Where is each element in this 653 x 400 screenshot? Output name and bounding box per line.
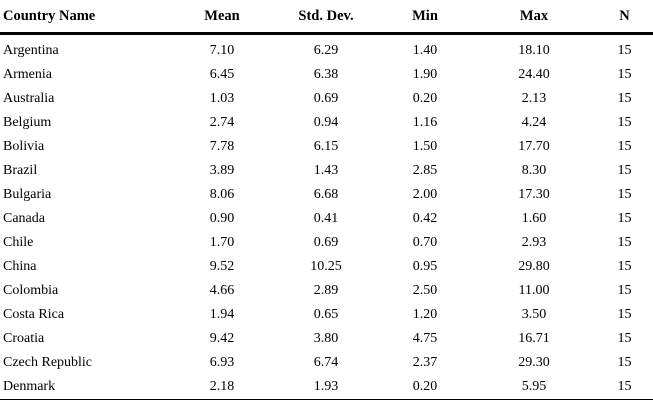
cell-country-name: Australia	[3, 91, 55, 106]
cell-max: 11.00	[518, 283, 550, 298]
table-row	[0, 207, 653, 231]
table-row	[0, 135, 653, 159]
cell-max: 24.40	[518, 67, 550, 82]
cell-max: 18.10	[518, 43, 550, 58]
cell-max: 2.13	[521, 91, 547, 106]
cell-min: 0.95	[412, 259, 438, 274]
cell-max: 5.95	[472, 375, 596, 400]
cell-min: 0.70	[412, 235, 438, 250]
cell-min: 0.20	[378, 375, 472, 400]
cell-country-name: Argentina	[3, 43, 59, 58]
cell-n: 15	[617, 115, 632, 130]
cell-country-name: Canada	[3, 211, 45, 226]
cell-max: 1.60	[521, 211, 547, 226]
cell-min: 0.20	[412, 91, 438, 106]
table-row	[0, 279, 653, 303]
cell-mean: 2.74	[209, 115, 235, 130]
cell-min: 1.20	[412, 307, 438, 322]
cell-std-dev: 6.68	[313, 187, 339, 202]
cell-mean: 3.89	[209, 163, 235, 178]
cell-min: 1.50	[412, 139, 438, 154]
cell-min: 4.75	[412, 331, 438, 346]
cell-mean: 8.06	[209, 187, 235, 202]
cell-std-dev: 0.41	[313, 211, 339, 226]
cell-max: 29.80	[518, 259, 550, 274]
table-row	[0, 327, 653, 351]
header-row	[0, 0, 653, 34]
cell-mean: 7.10	[209, 43, 235, 58]
header-country-name: Country Name	[0, 0, 170, 34]
cell-min: 2.00	[412, 187, 438, 202]
header-max: Max	[472, 0, 596, 34]
cell-std-dev: 6.74	[313, 355, 339, 370]
cell-std-dev: 0.65	[313, 307, 339, 322]
cell-std-dev: 0.69	[313, 91, 339, 106]
cell-mean: 0.90	[209, 211, 235, 226]
cell-n: 15	[617, 259, 632, 274]
cell-std-dev: 2.89	[313, 283, 339, 298]
cell-n: 15	[617, 67, 632, 82]
cell-n: 15	[617, 283, 632, 298]
cell-mean: 6.93	[209, 355, 235, 370]
cell-n: 15	[617, 163, 632, 178]
table-row	[0, 111, 653, 135]
table-row	[0, 159, 653, 183]
cell-n: 15	[596, 375, 653, 400]
cell-min: 1.90	[412, 67, 438, 82]
cell-std-dev: 3.80	[313, 331, 339, 346]
cell-min: 2.37	[412, 355, 438, 370]
cell-max: 4.24	[521, 115, 547, 130]
cell-mean: 6.45	[209, 67, 235, 82]
cell-std-dev: 6.38	[313, 67, 339, 82]
cell-n: 15	[617, 211, 632, 226]
cell-mean: 2.18	[170, 375, 274, 400]
cell-country-name: Armenia	[3, 67, 52, 82]
cell-mean: 9.42	[209, 331, 235, 346]
table-row	[0, 34, 653, 64]
cell-n: 15	[617, 307, 632, 322]
cell-country-name: Bolivia	[3, 139, 45, 154]
cell-mean: 9.52	[209, 259, 235, 274]
table-row	[0, 183, 653, 207]
cell-max: 2.93	[521, 235, 547, 250]
cell-mean: 1.94	[209, 307, 235, 322]
cell-n: 15	[617, 355, 632, 370]
cell-n: 15	[617, 331, 632, 346]
cell-std-dev: 6.15	[313, 139, 339, 154]
cell-max: 29.30	[518, 355, 550, 370]
cell-min: 1.16	[412, 115, 438, 130]
header-mean: Mean	[170, 0, 274, 34]
cell-max: 17.70	[518, 139, 550, 154]
cell-std-dev: 10.25	[310, 259, 342, 274]
cell-country-name: Chile	[3, 235, 34, 250]
cell-min: 2.50	[412, 283, 438, 298]
header-std-dev: Std. Dev.	[274, 0, 378, 34]
cell-max: 16.71	[518, 331, 550, 346]
cell-min: 2.85	[412, 163, 438, 178]
cell-country-name: Belgium	[3, 115, 52, 130]
cell-mean: 1.03	[209, 91, 235, 106]
cell-n: 15	[617, 91, 632, 106]
cell-country-name: China	[3, 259, 37, 274]
cell-country-name: Costa Rica	[3, 307, 65, 322]
table-row	[0, 255, 653, 279]
cell-n: 15	[617, 43, 632, 58]
table-row	[0, 375, 653, 400]
cell-min: 0.42	[412, 211, 438, 226]
cell-n: 15	[617, 187, 632, 202]
cell-mean: 4.66	[209, 283, 235, 298]
cell-country-name: Bulgaria	[3, 187, 52, 202]
table-row	[0, 303, 653, 327]
cell-std-dev: 0.69	[313, 235, 339, 250]
cell-std-dev: 0.94	[313, 115, 339, 130]
cell-min: 1.40	[412, 43, 438, 58]
table-row	[0, 87, 653, 111]
table-row	[0, 63, 653, 87]
table-body	[0, 34, 653, 400]
header-min: Min	[378, 0, 472, 34]
cell-mean: 1.70	[209, 235, 235, 250]
cell-country-name: Croatia	[3, 331, 45, 346]
cell-mean: 7.78	[209, 139, 235, 154]
cell-max: 3.50	[521, 307, 547, 322]
cell-n: 15	[617, 139, 632, 154]
cell-max: 17.30	[518, 187, 550, 202]
cell-n: 15	[617, 235, 632, 250]
cell-country-name: Brazil	[3, 163, 38, 178]
cell-max: 8.30	[521, 163, 547, 178]
cell-country-name: Colombia	[3, 283, 59, 298]
cell-country-name: Czech Republic	[3, 355, 93, 370]
cell-std-dev: 6.29	[313, 43, 339, 58]
table-row	[0, 231, 653, 255]
table-row	[0, 351, 653, 375]
cell-std-dev: 1.93	[274, 375, 378, 400]
header-n: N	[596, 0, 653, 34]
cell-std-dev: 1.43	[313, 163, 339, 178]
cell-country-name: Denmark	[0, 375, 170, 400]
